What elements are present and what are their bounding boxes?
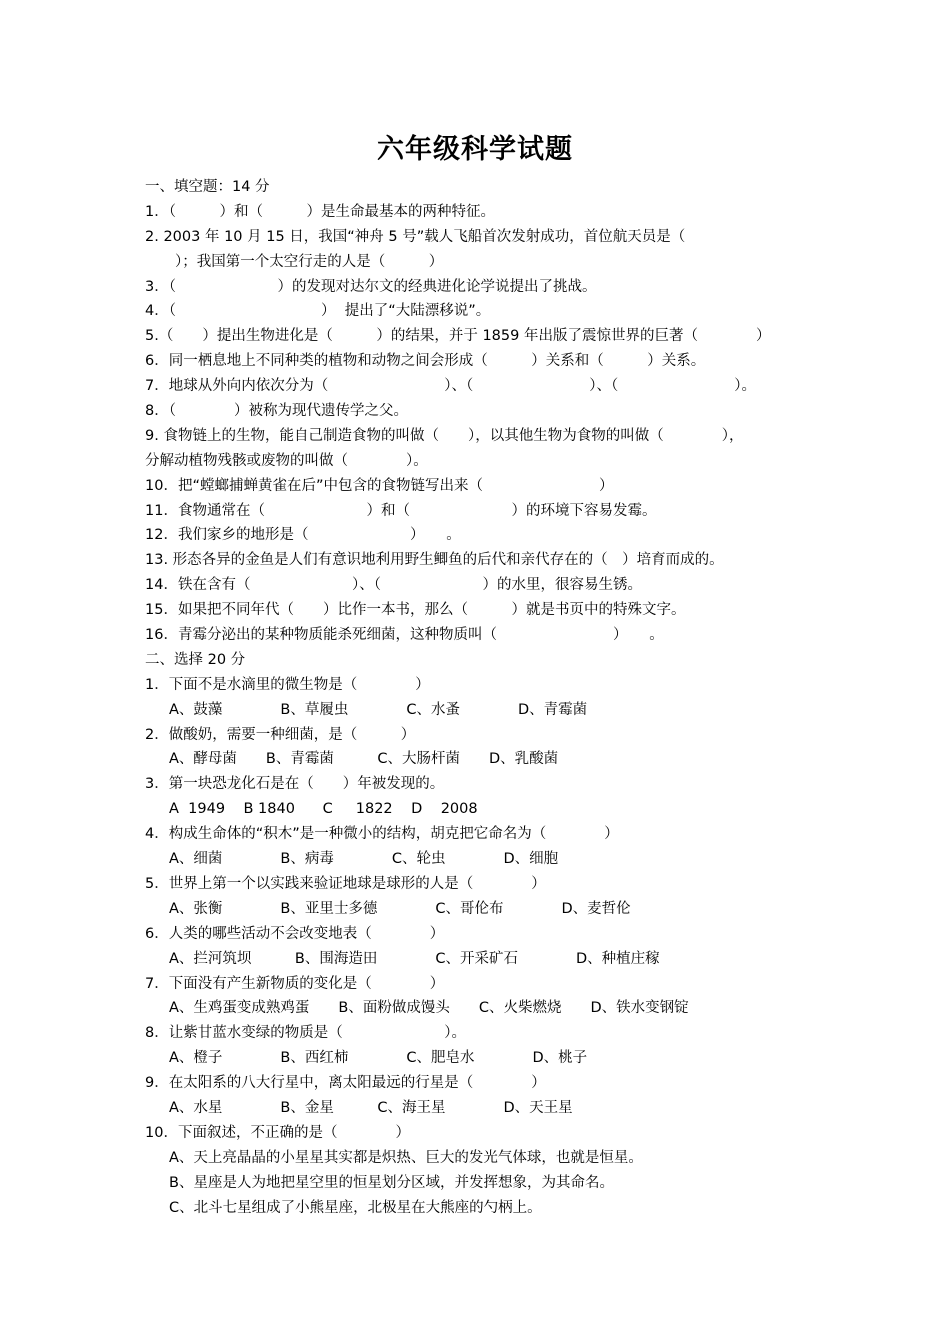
choice-options-6: A、拦河筑坝 B、围海造田 C、开采矿石 D、种植庄稼 — [169, 950, 660, 967]
fill-question-9: 9. 食物链上的生物，能自己制造食物的叫做（ ），以其他生物为食物的叫做（ ）， — [145, 427, 744, 444]
choice-question-6: 6．人类的哪些活动不会改变地表（ ） — [145, 925, 445, 942]
page-title: 六年级科学试题 — [377, 134, 573, 165]
choice-question-8: 8．让紫甘蓝水变绿的物质是（ ）。 — [145, 1025, 466, 1042]
choice-options-4: A、细菌 B、病毒 C、轮虫 D、细胞 — [169, 851, 559, 868]
section-heading-choice: 二、选择 20 分 — [145, 651, 246, 668]
fill-question-7: 7．地球从外向内依次分为（ ）、（ ）、（ ）。 — [145, 378, 756, 395]
fill-question-6: 6．同一栖息地上不同种类的植物和动物之间会形成（ ）关系和（ ）关系。 — [145, 353, 706, 370]
choice-question-1: 1．下面不是水滴里的微生物是（ ） — [145, 676, 430, 693]
choice-question-4: 4．构成生命体的“积木”是一种微小的结构，胡克把它命名为（ ） — [145, 826, 619, 843]
choice-options-7: A、生鸡蛋变成熟鸡蛋 B、面粉做成馒头 C、火柴燃烧 D、铁水变钢锭 — [169, 1000, 689, 1017]
fill-question-14: 14．铁在含有（ ）、（ ）的水里，很容易生锈。 — [145, 577, 642, 594]
choice-options-3: A 1949 B 1840 C 1822 D 2008 — [169, 801, 478, 818]
choice-option-10a: A、天上亮晶晶的小星星其实都是炽热、巨大的发光气体球，也就是恒星。 — [169, 1149, 643, 1166]
fill-question-2-continued: ）；我国第一个太空行走的人是（ ） — [175, 253, 444, 270]
fill-question-3: 3．（ ）的发现对达尔文的经典进化论学说提出了挑战。 — [145, 278, 597, 295]
exam-content — [145, 175, 815, 1220]
fill-question-16: 16．青霉分泌出的某种物质能杀死细菌，这种物质叫（ ） 。 — [145, 627, 664, 644]
choice-question-3: 3．第一块恐龙化石是在（ ）年被发现的。 — [145, 776, 445, 793]
fill-question-12: 12．我们家乡的地形是（ ） 。 — [145, 527, 461, 544]
choice-options-1: A、鼓藻 B、草履虫 C、水蚤 D、青霉菌 — [169, 701, 588, 718]
fill-question-13: 13. 形态各异的金鱼是人们有意识地利用野生鲫鱼的后代和亲代存在的（ ）培育而成的。 — [145, 552, 724, 569]
choice-option-10c: C、北斗七星组成了小熊星座，北极星在大熊座的勺柄上。 — [169, 1199, 542, 1216]
choice-options-9: A、水星 B、金星 C、海王星 D、天王星 — [169, 1099, 573, 1116]
choice-options-2: A、酵母菌 B、青霉菌 C、大肠杆菌 D、乳酸菌 — [169, 751, 559, 768]
choice-question-5: 5．世界上第一个以实践来验证地球是球形的人是（ ） — [145, 875, 546, 892]
fill-question-8: 8．（ ）被称为现代遗传学之父。 — [145, 403, 408, 420]
fill-question-11: 11．食物通常在（ ）和（ ）的环境下容易发霉。 — [145, 502, 657, 519]
choice-question-10: 10．下面叙述，不正确的是（ ） — [145, 1124, 410, 1141]
choice-options-5: A、张衡 B、亚里士多德 C、哥伦布 D、麦哲伦 — [169, 900, 631, 917]
choice-question-7: 7．下面没有产生新物质的变化是（ ） — [145, 975, 445, 992]
fill-question-10: 10．把“螳螂捕蝉黄雀在后”中包含的食物链写出来（ ） — [145, 477, 614, 494]
fill-question-4: 4．（ ） 提出了“大陆漂移说”。 — [145, 303, 491, 320]
choice-option-10b: B、星座是人为地把星空里的恒星划分区域，并发挥想象，为其命名。 — [169, 1174, 614, 1191]
choice-options-8: A、橙子 B、西红柿 C、肥皂水 D、桃子 — [169, 1050, 588, 1067]
fill-question-15: 15．如果把不同年代（ ）比作一本书，那么（ ）就是书页中的特殊文字。 — [145, 602, 686, 619]
choice-question-9: 9．在太阳系的八大行星中，离太阳最远的行星是（ ） — [145, 1075, 546, 1092]
fill-question-5: 5.（ ）提出生物进化是（ ）的结果，并于 1859 年出版了震惊世界的巨著（ ） — [145, 328, 771, 345]
section-heading-fill-in: 一、填空题：14 分 — [145, 179, 270, 195]
fill-question-1: 1．（ ）和（ ）是生命最基本的两种特征。 — [145, 203, 495, 220]
fill-question-9-continued: 分解动植物残骸或废物的叫做（ ）。 — [145, 452, 428, 469]
choice-question-2: 2．做酸奶，需要一种细菌，是（ ） — [145, 726, 416, 743]
fill-question-2: 2. 2003 年 10 月 15 日，我国“神舟 5 号”载人飞船首次发射成功，首位航天员是（ — [145, 228, 686, 245]
